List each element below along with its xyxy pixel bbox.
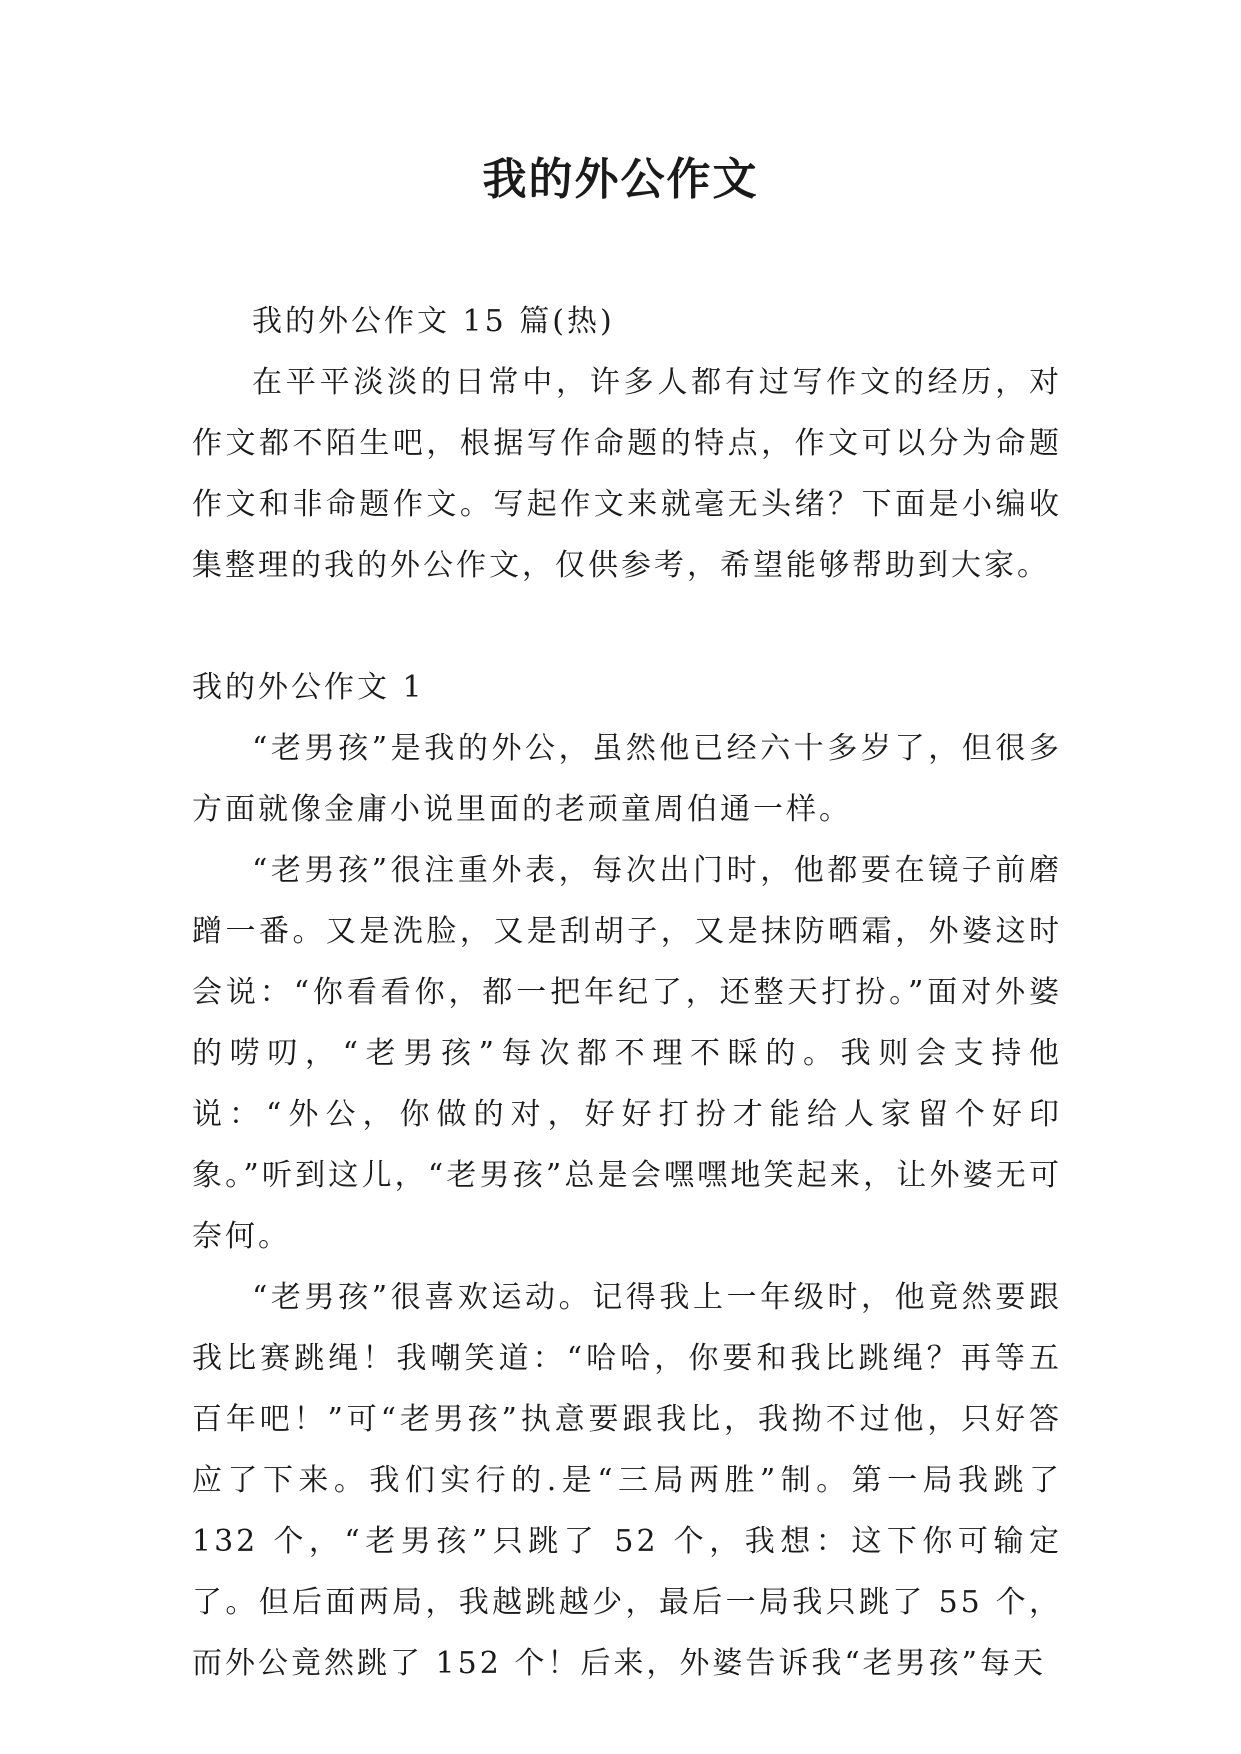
intro-paragraph: 在平平淡淡的日常中，许多人都有过写作文的经历，对作文都不陌生吧，根据写作命题的特点，作文可以分为命题作文和非命题作文。写起作文来就毫无头绪？下面是小编收集整理的我的外公作文，仅供参考，希望能够帮助到大家。 xyxy=(192,365,1062,583)
document-title: 我的外公作文 xyxy=(482,154,759,205)
subtitle-paragraph: 我的外公作文 15 篇(热) xyxy=(252,304,615,339)
body-paragraph: “老男孩”很喜欢运动。记得我上一年级时，他竟然要跟我比赛跳绳！我嘲笑道：“哈哈，你要和我比跳绳？再等五百年吧！”可“老男孩”执意要跟我比，我拗不过他，只好答应了下来。我们实行的.是“三局两胜”制。第一局我跳了 132 个，“老男孩”只跳了 52 个，我想：这下你可输定了。但后面两局，我越跳越少，最后一局我只跳了 55 个，而外公竟然跳了 152 个！后来，外婆告诉我“老男孩”每天 xyxy=(192,1280,1062,1681)
body-paragraph: “老男孩”是我的外公，虽然他已经六十多岁了，但很多方面就像金庸小说里面的老顽童周伯通一样。 xyxy=(192,731,1062,827)
body-paragraph: “老男孩”很注重外表，每次出门时，他都要在镜子前磨蹭一番。又是洗脸，又是刮胡子，又是抹防晒霜，外婆这时会说：“你看看你，都一把年纪了，还整天打扮。”面对外婆的唠叨，“老男孩”每次都不理不睬的。我则会支持他说：“外公，你做的对，好好打扮才能给人家留个好印象。”听到这儿，“老男孩”总是会嘿嘿地笑起来，让外婆无可奈何。 xyxy=(192,853,1062,1254)
section-heading: 我的外公作文 1 xyxy=(192,670,425,705)
document-body xyxy=(192,291,1062,1694)
